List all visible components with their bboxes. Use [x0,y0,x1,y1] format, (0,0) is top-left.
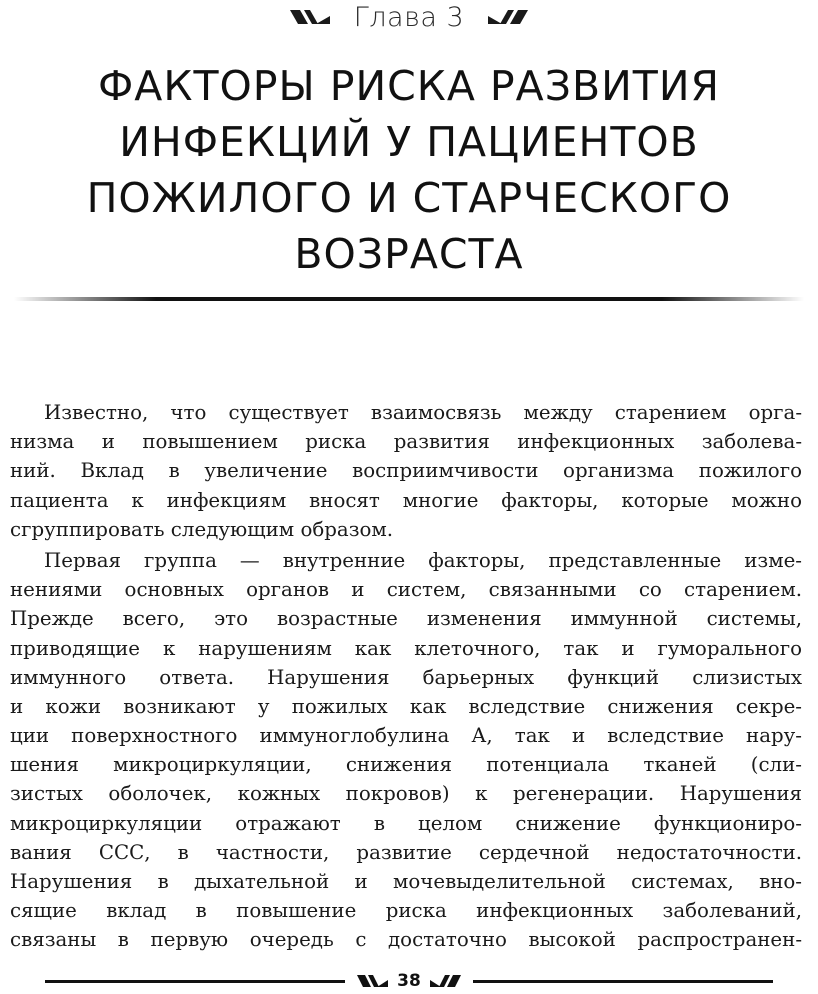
text-line: Прежде всего, это возрастные изменения иммунной системы, [10,607,802,631]
text-line: сящие вклад в повышение риска инфекционных заболеваний, [10,899,802,923]
text-line: Нарушения в дыхательной и мочевыделительной системах, вно- [10,870,802,893]
text-line: пациента к инфекциям вносят многие факторы, которые можно [10,488,802,512]
chapter-header [0,0,818,34]
text-line: зистых оболочек, кожных покровов) к регенерации. Нарушения [10,782,802,806]
body-text [10,398,802,957]
text-line: Известно, что существует взаимосвязь между старением орга- [44,401,802,424]
title-divider [14,288,804,292]
text-line: шения микроциркуляции, снижения потенциала тканей (сли- [10,753,802,777]
page-number: 38 [397,971,421,991]
footer-left-ornament-icon [355,974,389,988]
text-line: ний. Вклад в увеличение восприимчивости организма пожилого [10,459,802,483]
text-line: нениями основных органов и систем, связанными со старением. [10,578,802,602]
title-line: ФАКТОРЫ РИСКА РАЗВИТИЯ [98,62,720,110]
text-line: иммунного ответа. Нарушения барьерных функций слизистых [10,665,802,689]
text-line: ции поверхностного иммуноглобулина А, так и вследствие нару- [10,724,802,748]
title-line: ПОЖИЛОГО И СТАРЧЕСКОГО [86,174,732,222]
text-line: и кожи возникают у пожилых как вследствие снижения секре- [10,694,802,718]
right-ornament-icon [486,8,530,26]
footer-rule-left [45,980,345,983]
text-line: приводящие к нарушениям как клеточного, так и гуморального [10,636,802,660]
chapter-label: Глава 3 [353,1,465,33]
title-line: ВОЗРАСТА [294,230,524,278]
footer-right-ornament-icon [429,974,463,988]
text-line: низма и повышением риска развития инфекционных заболева- [10,430,802,454]
paragraph-1 [10,398,802,544]
text-line: сгруппировать следующим образом. [10,517,394,541]
left-ornament-icon [288,8,332,26]
footer-rule-right [473,980,773,983]
text-line: микроциркуляции отражают в целом снижение функциониро- [10,811,802,835]
text-line: вания ССС, в частности, развитие сердечной недостаточности. [10,840,802,864]
text-line: Первая группа — внутренние факторы, представленные изме- [44,548,802,572]
paragraph-2 [10,546,802,955]
text-line: связаны в первую очередь с достаточно высокой распространен- [10,928,802,952]
page-footer [0,968,818,994]
title-line: ИНФЕКЦИЙ У ПАЦИЕНТОВ [119,118,699,166]
chapter-title [20,58,798,282]
